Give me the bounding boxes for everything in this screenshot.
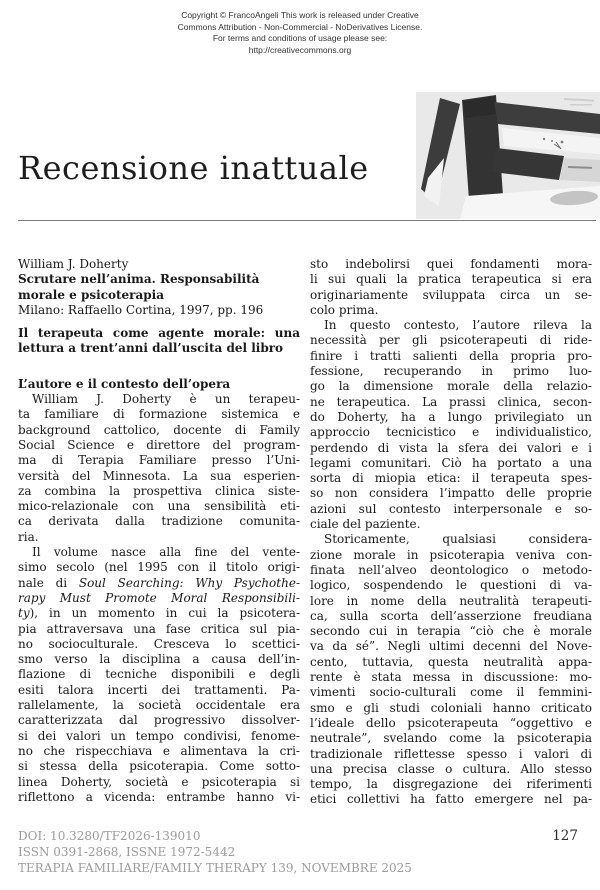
text-line: no socioculturale. Cresceva lo scettici- bbox=[18, 636, 300, 651]
text-line: In questo contesto, l’autore rileva la bbox=[324, 318, 592, 333]
text-line: ca, sulla scorta dell’asserzione freudiana bbox=[310, 608, 592, 623]
text-line bbox=[18, 591, 300, 606]
text-line: mico-relazionale con una sensibilità eti- bbox=[18, 499, 300, 514]
text-line: ta familiare di formazione sistemica e bbox=[18, 407, 300, 422]
text-line: una precisa classe o cultura. Allo stesso bbox=[310, 761, 592, 776]
journal-line: TERAPIA FAMILIARE/FAMILY THERAPY 139, NOVEMBRE 2025 bbox=[18, 861, 412, 875]
text-line: approccio tecnicistico e individualistico, bbox=[310, 425, 592, 440]
text-block bbox=[18, 545, 300, 805]
text-line: vimenti socio-culturali come il femmini- bbox=[310, 685, 592, 700]
text-line: neutrale”, svelando come la psicoterapia bbox=[310, 731, 592, 746]
text-segment: rapy Must Promote Moral Responsibili- bbox=[18, 590, 300, 605]
text-line: esiti talora incerti dei trattamenti. Pa- bbox=[18, 682, 300, 697]
text-line: do Doherty, ha a lungo privilegiato un bbox=[310, 409, 592, 424]
text-line: sto indebolirsi quei fondamenti mora- bbox=[310, 257, 592, 271]
text-line: necessità per gli psicoterapeuti di ride- bbox=[310, 333, 592, 348]
text-line: secondo cui in terapia “ciò che è morale bbox=[310, 624, 592, 639]
copyright-line: http://creativecommons.org bbox=[248, 44, 352, 55]
text-line bbox=[18, 288, 300, 303]
left-column bbox=[18, 257, 300, 808]
books-ink-artwork bbox=[416, 92, 600, 219]
text-line: tempo, la disgregazione dei riferimenti bbox=[310, 777, 592, 792]
text-line: etici collettivi ha fatto emergere nel pa- bbox=[310, 792, 592, 807]
text-line: no che rispecchiava e alimentava la cri- bbox=[18, 743, 300, 758]
text-segment: lettura a trent’anni dall’uscita del libro bbox=[18, 341, 284, 356]
text-line: finata nell’alveo deontologico o metodo- bbox=[310, 562, 592, 577]
text-line: li sui quali la pratica terapeutica si era bbox=[310, 272, 592, 287]
text-line: caratterizzata dal progressivo dissolver- bbox=[18, 713, 300, 728]
text-segment: morale e psicoterapia bbox=[18, 287, 164, 302]
text-line: logico, sospendendo le questioni di va- bbox=[310, 578, 592, 593]
text-line: azioni sul contesto interpersonale e so- bbox=[310, 501, 592, 516]
text-line: fessione, recuperando in primo luo- bbox=[310, 364, 592, 379]
text-segment: ty bbox=[18, 606, 30, 621]
copyright-line: For terms and conditions of usage please see: bbox=[212, 33, 388, 43]
text-line: linea Doherty, società e psicoterapia si bbox=[18, 774, 300, 789]
text-line: finire i tratti salienti della propria pro- bbox=[310, 348, 592, 363]
text-line: versità del Minnesota. La sua esperien- bbox=[18, 468, 300, 483]
text-line: simo secolo (nel 1995 con il titolo origi- bbox=[18, 560, 300, 575]
text-segment: Il terapeuta come agente morale: una bbox=[18, 326, 300, 341]
text-line: va da sé”. Negli ultimi decenni del Nove- bbox=[310, 639, 592, 654]
text-line: riflettono a vicenda: entrambe hanno vi- bbox=[18, 789, 300, 804]
text-line: tradizionale riflettesse spesso i valori di bbox=[310, 746, 592, 761]
text-line: smo verso la disciplina a causa dell’in- bbox=[18, 652, 300, 667]
text-line: ma di Terapia Familiare presso l’Uni- bbox=[18, 453, 300, 468]
text-line: ne terapeutica. La prassi clinica, secon- bbox=[310, 394, 592, 409]
text-block bbox=[18, 257, 300, 318]
text-line: originariamente sviluppata circa un se- bbox=[310, 287, 592, 302]
text-line: ria. bbox=[18, 529, 39, 544]
doi-line: DOI: 10.3280/TF2026-139010 bbox=[18, 829, 201, 843]
text-line: zione morale in psicoterapia veniva con- bbox=[310, 547, 592, 562]
text-line: flazione di tecniche disponibili e degli bbox=[18, 667, 300, 682]
right-column bbox=[310, 257, 592, 808]
text-line: rallelamente, la società occidentale era bbox=[18, 698, 300, 713]
books-artwork-svg bbox=[416, 92, 600, 219]
text-line: lore in nome della neutralità terapeuti- bbox=[310, 593, 592, 608]
text-line: William J. Doherty bbox=[18, 257, 129, 271]
text-line: l’ideale dello psicoterapeuta “oggettivo e bbox=[310, 715, 592, 730]
text-line: za combina la prospettiva clinica siste- bbox=[18, 483, 300, 498]
text-line bbox=[18, 341, 300, 356]
text-line: go la dimensione morale della relazio- bbox=[310, 379, 592, 394]
footer-imprint bbox=[18, 828, 412, 876]
text-segment: Soul Searching: Why Psychothe- bbox=[78, 575, 300, 590]
text-line bbox=[18, 272, 300, 287]
text-line: smo e gli studi coloniali hanno criticato bbox=[310, 700, 592, 715]
text-line: legami comunitari. Ciò ha portato a una bbox=[310, 455, 592, 470]
text-line: ty), in un momento in cui la psicotera- bbox=[18, 606, 300, 621]
text-segment: L’autore e il contesto dell’opera bbox=[18, 376, 231, 391]
text-line: sorta di miopia etica: il terapeuta spes- bbox=[310, 471, 592, 486]
copyright-line: Commons Attribution - Non-Commercial - NoDerivatives License. bbox=[177, 21, 423, 32]
text-line: colo prima. bbox=[310, 302, 379, 317]
text-line: background cattolico, docente di Family bbox=[18, 422, 300, 437]
copyright-line: Copyright © FrancoAngeli This work is released under Creative bbox=[181, 10, 419, 20]
text-line: Il volume nasce alla fine del vente- bbox=[32, 545, 300, 560]
text-segment: Scrutare nell’anima. Responsabilità bbox=[18, 272, 260, 287]
text-block bbox=[310, 318, 592, 532]
text-line: ca derivata dalla tradizione comunita- bbox=[18, 514, 300, 529]
text-line: Social Science e direttore del program- bbox=[18, 437, 300, 452]
text-block bbox=[18, 392, 300, 545]
page-number: 127 bbox=[552, 828, 578, 844]
text-block bbox=[18, 377, 300, 392]
text-line: pia attraversava una fase critica sul pia- bbox=[18, 621, 300, 636]
title-divider bbox=[18, 220, 596, 221]
text-line bbox=[18, 377, 300, 392]
text-line: Milano: Raffaello Cortina, 1997, pp. 196 bbox=[18, 302, 264, 317]
text-line: rente è stata messa in discussione: mo- bbox=[310, 670, 592, 685]
text-line: William J. Doherty è un terapeu- bbox=[32, 392, 300, 407]
text-block bbox=[310, 257, 592, 318]
page-title: Recensione inattuale bbox=[18, 149, 369, 187]
text-line: cento, tuttavia, questa neutralità appa- bbox=[310, 654, 592, 669]
text-block bbox=[18, 326, 300, 357]
text-line: si stessa della psicoterapia. Come sotto- bbox=[18, 759, 300, 774]
copyright-notice bbox=[0, 10, 600, 56]
text-line bbox=[18, 326, 300, 341]
book-shape-light-spine bbox=[560, 158, 600, 182]
issn-line: ISSN 0391-2868, ISSNE 1972-5442 bbox=[18, 845, 236, 859]
text-line: nale di Soul Searching: Why Psychothe- bbox=[18, 575, 300, 590]
text-line: ciale del paziente. bbox=[310, 517, 421, 532]
text-line: Storicamente, qualsiasi considera- bbox=[324, 532, 592, 547]
text-line: perdendo di vista la sfera dei valori e i bbox=[310, 440, 592, 455]
text-block bbox=[310, 532, 592, 807]
text-line: si dei valori un tempo condivisi, fenome- bbox=[18, 728, 300, 743]
text-line: so non considera l’impatto delle proprie bbox=[310, 486, 592, 501]
article-body bbox=[18, 257, 592, 808]
